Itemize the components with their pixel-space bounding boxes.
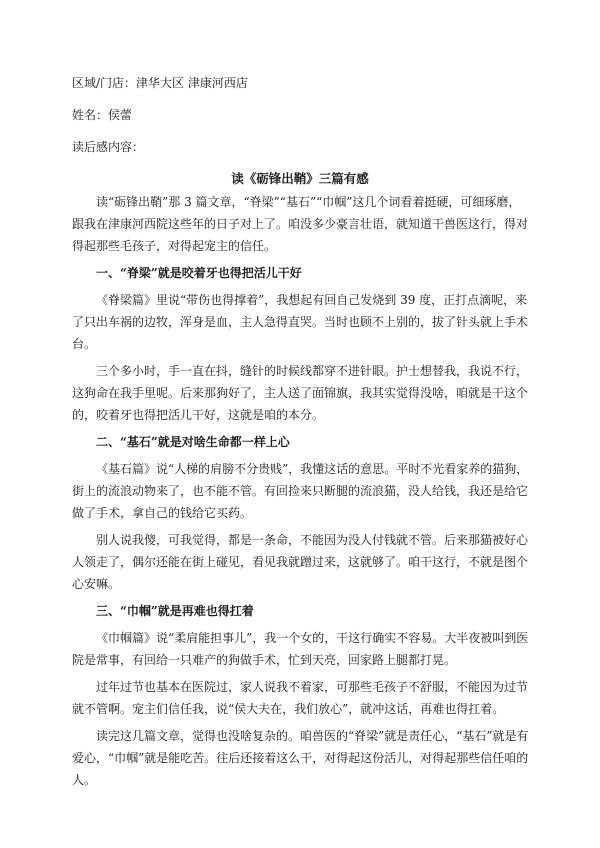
section-paragraph: 读完这几篇文章，觉得也没啥复杂的。咱兽医的“脊梁”就是责任心，“基石”就是有爱心，“巾帼”就是能吃苦。往后还接着这么干，对得起这份活儿，对得起那些信任咱的人。 [72,729,529,787]
name-line: 姓名：侯蕾 [72,108,133,122]
article-title: 读《砺锋出鞘》三篇有感 [231,171,369,186]
content-label: 读后感内容： [72,140,145,154]
section-paragraph: 过年过节也基本在医院过，家人说我不着家，可那些毛孩子不舒服，不能因为过节就不管啊。宠主们信任我，说“侯大夫在，我们放心”，就冲这话，再难也得扛着。 [72,680,529,716]
section-heading: 三、“巾帼”就是再难也得扛着 [96,604,254,618]
section-paragraph: 《脊梁篇》里说“带伤也得撑着”，我想起有回自己发烧到 39 度，正打点滴呢，来了只出车祸的边牧，浑身是血，主人急得直哭。当时也顾不上别的，拔了针头就上手术台。 [72,293,529,351]
section-paragraph: 别人说我傻，可我觉得，都是一条命，不能因为没人付钱就不管。后来那猫被好心人领走了，偶尔还能在街上碰见，看见我就蹭过来，这就够了。咱干这行，不就是图个心安嘛。 [72,533,529,591]
store-line: 区域/门店：津华大区 津康河西店 [72,76,248,90]
intro-paragraph: 读“砺锋出鞘”那 3 篇文章，“脊梁”“基石”“巾帼”这几个词看着挺硬，可细琢磨，跟我在津康河西院这些年的日子对上了。咱没多少豪言壮语，就知道干兽医这行，得对得起那些毛孩子，对得起宠主的信任。 [72,195,529,253]
section-paragraph: 《巾帼篇》说“柔肩能担事儿”，我一个女的，干这行确实不容易。大半夜被叫到医院是常事，有回给一只难产的狗做手术，忙到天亮，回家路上腿都打晃。 [72,631,529,667]
section-paragraph: 《基石篇》说“人梯的肩膀不分贵贱”，我懂这话的意思。平时不光看家养的猫狗，街上的流浪动物来了，也不能不管。有回捡来只断腿的流浪猫，没人给钱，我还是给它做了手术，拿自己的钱给它买药。 [72,462,529,520]
section-heading: 一、“脊梁”就是咬着牙也得把活儿干好 [96,266,302,280]
section-paragraph: 三个多小时，手一直在抖，缝针的时候线都穿不进针眼。护士想替我，我说不行，这狗命在我手里呢。后来那狗好了，主人送了面锦旗，我其实觉得没啥，咱就是干这个的，咬着牙也得把活儿干好，这就是咱的本分。 [72,364,529,422]
article-body [72,191,532,796]
section-heading: 二、“基石”就是对啥生命都一样上心 [96,435,290,449]
